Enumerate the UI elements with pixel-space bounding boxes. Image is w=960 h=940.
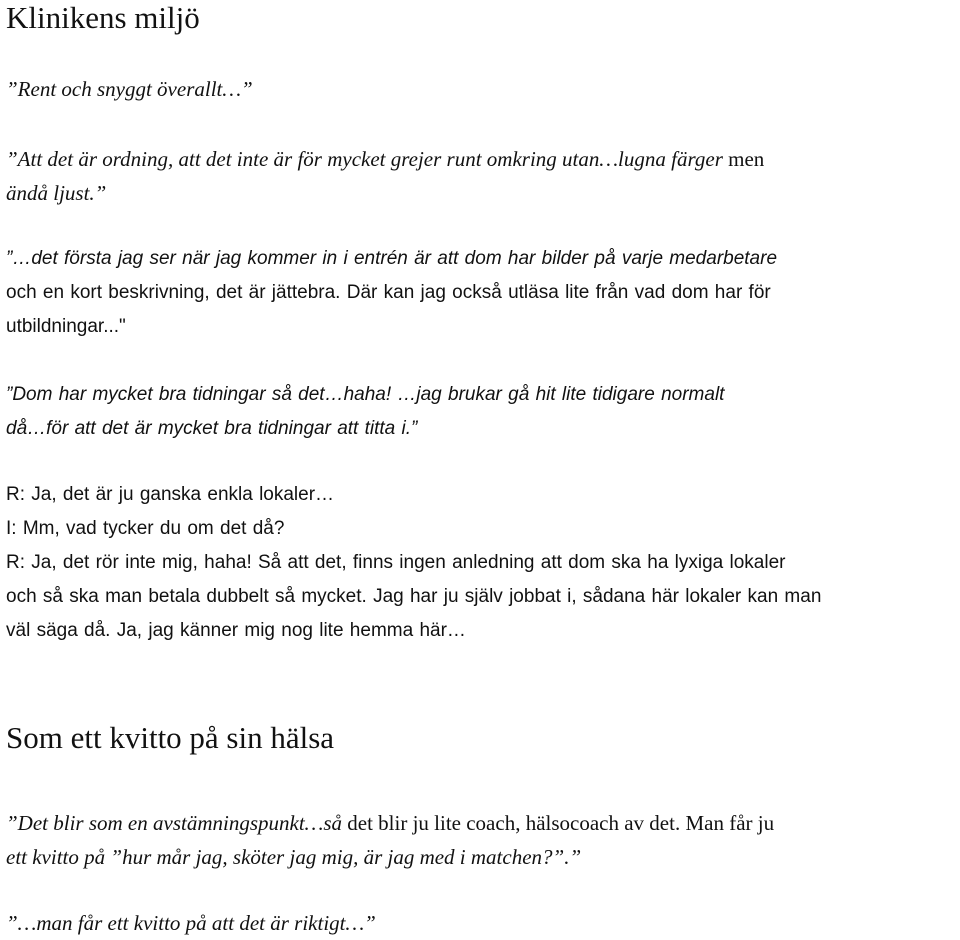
quote-clean <box>6 72 960 106</box>
dialogue-line-1: R: Ja, det är ju ganska enkla lokaler… <box>6 484 335 505</box>
quote-order-italic: ”Att det är ordning, att det inte är för mycket grejer runt omkring utan…lugna färger <box>6 147 723 171</box>
quote-entrance-line-3: utbildningar..." <box>6 316 126 337</box>
quote-entrance-line-2: och en kort beskrivning, det är jättebra. Där kan jag också utläsa lite från vad dom har för <box>6 282 771 303</box>
quote-entrance <box>6 242 960 344</box>
dialogue-line-4: och så ska man betala dubbelt så mycket. Jag har ju själv jobbat i, sådana här lokaler kan man <box>6 586 822 607</box>
quote-order <box>6 142 960 210</box>
quote-clean-text: ”Rent och snyggt överallt…” <box>6 77 253 101</box>
quote-checkpoint <box>6 806 960 874</box>
dialogue-line-5: väl säga då. Ja, jag känner mig nog lite hemma här… <box>6 620 466 641</box>
quote-order-line-2: ändå ljust.” <box>6 181 107 205</box>
quote-entrance-line-1: ”…det första jag ser när jag kommer in i entrén är att dom har bilder på varje medarbetare <box>6 248 778 269</box>
dialogue-line-3: R: Ja, det rör inte mig, haha! Så att det, finns ingen anledning att dom ska ha lyxiga lokaler <box>6 552 786 573</box>
quote-magazines-line-2: då…för att det är mycket bra tidningar att titta i.” <box>6 418 418 439</box>
interview-dialogue <box>6 478 960 648</box>
dialogue-line-2: I: Mm, vad tycker du om det då? <box>6 518 285 539</box>
quote-checkpoint-normal: det blir ju lite coach, hälsocoach av det. Man får ju <box>342 811 775 835</box>
quote-checkpoint-line-1 <box>6 806 960 840</box>
quote-receipt-text: ”…man får ett kvitto på att det är riktigt…” <box>6 911 376 935</box>
quote-order-line-1 <box>6 142 960 176</box>
quote-checkpoint-italic: ”Det blir som en avstämningspunkt…så <box>6 811 342 835</box>
quote-checkpoint-line-2: ett kvitto på ”hur mår jag, sköter jag mig, är jag med i matchen?”.” <box>6 845 582 869</box>
section-title-health-receipt: Som ett kvitto på sin hälsa <box>6 720 335 755</box>
section-title-clinic-environment: Klinikens miljö <box>6 0 200 35</box>
quote-order-normal: men <box>722 147 765 171</box>
quote-receipt <box>6 906 960 940</box>
quote-magazines-line-1: ”Dom har mycket bra tidningar så det…haha! …jag brukar gå hit lite tidigare normalt <box>6 384 725 405</box>
quote-magazines <box>6 378 960 446</box>
